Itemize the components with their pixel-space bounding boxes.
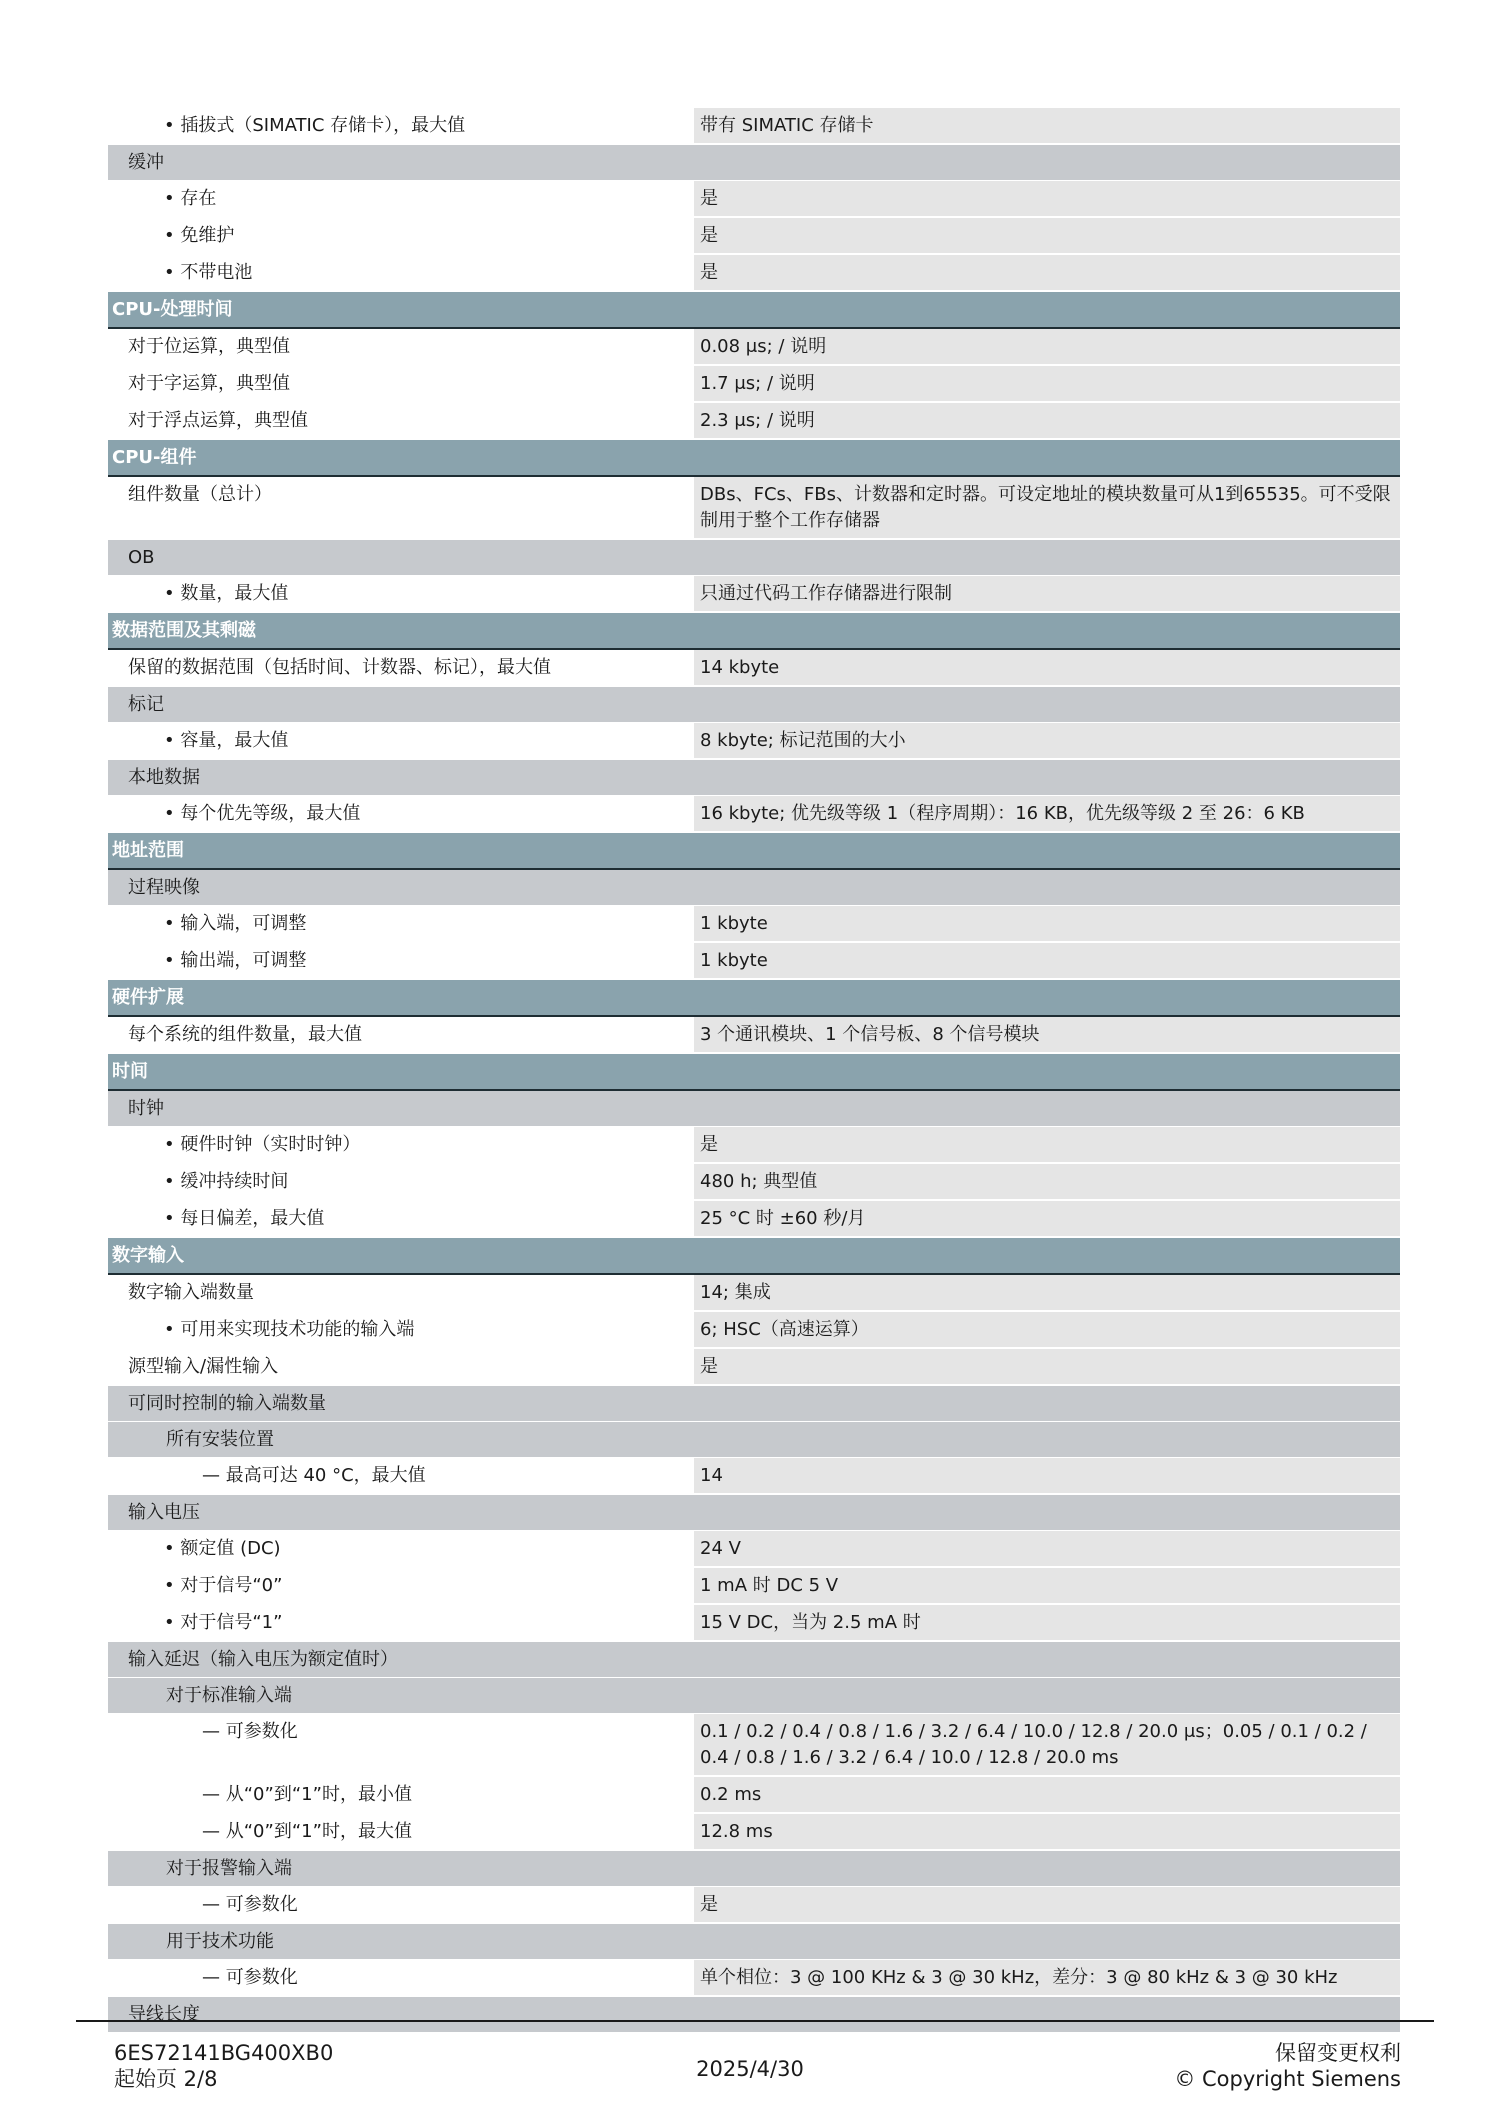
section-title: 数字输入 <box>112 1245 184 1266</box>
spec-row <box>108 796 1400 833</box>
spec-row <box>108 218 1400 255</box>
spec-label: • 不带电池 <box>164 262 252 283</box>
spec-label: • 可用来实现技术功能的输入端 <box>164 1319 414 1340</box>
spec-label: 所有安装位置 <box>166 1429 274 1450</box>
subsection-row <box>108 1642 1400 1678</box>
spec-label: 对于字运算，典型值 <box>128 373 290 394</box>
spec-label: 用于技术功能 <box>166 1931 274 1952</box>
spec-label: 过程映像 <box>128 877 200 898</box>
spec-value: 14; 集成 <box>692 1275 1400 1310</box>
spec-label: 对于位运算，典型值 <box>128 336 290 357</box>
spec-value: 3 个通讯模块、1 个信号板、8 个信号模块 <box>692 1017 1400 1052</box>
spec-label: • 缓冲持续时间 <box>164 1171 288 1192</box>
spec-value: 24 V <box>692 1531 1400 1566</box>
spec-row <box>108 329 1400 366</box>
spec-label: — 可参数化 <box>202 1894 298 1915</box>
spec-value: 480 h; 典型值 <box>692 1164 1400 1199</box>
spec-row <box>108 255 1400 292</box>
spec-row <box>108 1164 1400 1201</box>
spec-value: 带有 SIMATIC 存储卡 <box>692 108 1400 143</box>
page-indicator: 起始页 2/8 <box>114 2067 218 2091</box>
subsection-row <box>108 540 1400 576</box>
section-header <box>108 980 1400 1017</box>
spec-label: • 对于信号“0” <box>164 1575 282 1596</box>
spec-row <box>108 1814 1400 1851</box>
spec-row <box>108 1777 1400 1814</box>
spec-label: 输入延迟（输入电压为额定值时） <box>128 1649 398 1670</box>
spec-row <box>108 1714 1400 1777</box>
spec-value: 8 kbyte; 标记范围的大小 <box>692 723 1400 758</box>
spec-label: • 输入端，可调整 <box>164 913 306 934</box>
section-header <box>108 1054 1400 1091</box>
spec-label: 缓冲 <box>128 152 164 173</box>
subsection-row <box>108 1495 1400 1531</box>
spec-label: • 每个优先等级，最大值 <box>164 803 360 824</box>
spec-label: 保留的数据范围（包括时间、计数器、标记），最大值 <box>128 657 551 678</box>
spec-row <box>108 1605 1400 1642</box>
spec-label: 对于标准输入端 <box>166 1685 292 1706</box>
spec-label: • 容量，最大值 <box>164 730 288 751</box>
spec-label: 时钟 <box>128 1098 164 1119</box>
spec-row <box>108 576 1400 613</box>
spec-label: — 从“0”到“1”时，最小值 <box>202 1784 412 1805</box>
spec-row <box>108 1201 1400 1238</box>
footer-date: 2025/4/30 <box>696 2057 804 2081</box>
spec-label: 对于报警输入端 <box>166 1858 292 1879</box>
spec-value: 是 <box>692 1349 1400 1384</box>
spec-value: 0.08 μs; / 说明 <box>692 329 1400 364</box>
copyright-notice: © Copyright Siemens <box>1174 2067 1401 2091</box>
spec-value: 单个相位：3 @ 100 KHz & 3 @ 30 kHz，差分：3 @ 80 kHz & 3 @ 30 kHz <box>692 1960 1400 1995</box>
spec-label: 每个系统的组件数量，最大值 <box>128 1024 362 1045</box>
spec-value: 6; HSC（高速运算） <box>692 1312 1400 1347</box>
spec-row <box>108 723 1400 760</box>
spec-label: 输入电压 <box>128 1502 200 1523</box>
subsection-row <box>108 760 1400 796</box>
spec-label: 数字输入端数量 <box>128 1282 254 1303</box>
spec-row <box>108 1349 1400 1386</box>
subsection-row <box>108 1422 1400 1458</box>
subsection-row <box>108 687 1400 723</box>
product-number: 6ES72141BG400XB0 <box>114 2041 334 2065</box>
subsection-row <box>108 1678 1400 1714</box>
footer-divider <box>76 2020 1434 2022</box>
spec-value: 14 kbyte <box>692 650 1400 685</box>
spec-row <box>108 403 1400 440</box>
spec-label: 对于浮点运算，典型值 <box>128 410 308 431</box>
footer-right <box>1174 2040 1401 2092</box>
spec-row <box>108 181 1400 218</box>
subsection-row <box>108 1924 1400 1960</box>
spec-row <box>108 1531 1400 1568</box>
spec-value: 是 <box>692 1887 1400 1922</box>
spec-value: 12.8 ms <box>692 1814 1400 1849</box>
spec-row <box>108 1887 1400 1924</box>
spec-value: 25 °C 时 ±60 秒/月 <box>692 1201 1400 1236</box>
spec-label: • 额定值 (DC) <box>164 1538 281 1559</box>
spec-value: 14 <box>692 1458 1400 1493</box>
section-header <box>108 440 1400 477</box>
spec-row <box>108 477 1400 540</box>
spec-label: • 插拔式（SIMATIC 存储卡），最大值 <box>164 115 465 136</box>
section-title: CPU-处理时间 <box>112 299 233 320</box>
spec-label: 本地数据 <box>128 767 200 788</box>
section-header <box>108 292 1400 329</box>
footer-left <box>114 2040 333 2092</box>
spec-label: • 数量，最大值 <box>164 583 288 604</box>
spec-label: 源型输入/漏性输入 <box>128 1356 279 1377</box>
spec-value: 是 <box>692 181 1400 216</box>
spec-row <box>108 1568 1400 1605</box>
spec-row <box>108 1312 1400 1349</box>
spec-value: 1.7 μs; / 说明 <box>692 366 1400 401</box>
section-title: 硬件扩展 <box>112 987 184 1008</box>
spec-value: 是 <box>692 1127 1400 1162</box>
spec-value: 0.1 / 0.2 / 0.4 / 0.8 / 1.6 / 3.2 / 6.4 / 10.0 / 12.8 / 20.0 μs；0.05 / 0.1 / 0.2 / 0.4 / 0.8 / 1.6 / 3.2 / 6.4 / 10.0 / 12.8 / 20.0 ms <box>692 1714 1400 1775</box>
spec-value: 1 kbyte <box>692 906 1400 941</box>
rights-notice: 保留变更权利 <box>1275 2041 1401 2065</box>
spec-label: • 免维护 <box>164 225 234 246</box>
spec-label: 标记 <box>128 694 164 715</box>
spec-row <box>108 1458 1400 1495</box>
spec-label: 组件数量（总计） <box>128 484 272 505</box>
section-title: 时间 <box>112 1061 148 1082</box>
section-header <box>108 1238 1400 1275</box>
spec-value: 只通过代码工作存储器进行限制 <box>692 576 1400 611</box>
section-title: 地址范围 <box>112 840 184 861</box>
spec-value: 1 kbyte <box>692 943 1400 978</box>
section-header <box>108 833 1400 870</box>
spec-row <box>108 943 1400 980</box>
spec-value: 16 kbyte; 优先级等级 1（程序周期）：16 KB，优先级等级 2 至 26：6 KB <box>692 796 1400 831</box>
spec-value: 是 <box>692 255 1400 290</box>
spec-label: • 硬件时钟（实时时钟） <box>164 1134 360 1155</box>
spec-label: OB <box>128 547 155 568</box>
subsection-row <box>108 1091 1400 1127</box>
subsection-row <box>108 1997 1400 2033</box>
spec-row <box>108 650 1400 687</box>
spec-label: 导线长度 <box>128 2004 200 2025</box>
spec-value: 1 mA 时 DC 5 V <box>692 1568 1400 1603</box>
spec-row <box>108 1960 1400 1997</box>
spec-value: 15 V DC，当为 2.5 mA 时 <box>692 1605 1400 1640</box>
subsection-row <box>108 870 1400 906</box>
spec-value: 2.3 μs; / 说明 <box>692 403 1400 438</box>
spec-row <box>108 1127 1400 1164</box>
spec-table <box>108 108 1400 2033</box>
subsection-row <box>108 145 1400 181</box>
spec-value: 0.2 ms <box>692 1777 1400 1812</box>
spec-label: — 从“0”到“1”时，最大值 <box>202 1821 412 1842</box>
section-header <box>108 613 1400 650</box>
spec-row <box>108 906 1400 943</box>
spec-row <box>108 1017 1400 1054</box>
spec-row <box>108 1275 1400 1312</box>
spec-label: • 存在 <box>164 188 216 209</box>
section-title: 数据范围及其剩磁 <box>112 620 256 641</box>
spec-label: • 对于信号“1” <box>164 1612 282 1633</box>
subsection-row <box>108 1851 1400 1887</box>
spec-label: 可同时控制的输入端数量 <box>128 1393 326 1414</box>
spec-value: 是 <box>692 218 1400 253</box>
spec-label: • 每日偏差，最大值 <box>164 1208 324 1229</box>
spec-label: • 输出端，可调整 <box>164 950 306 971</box>
spec-value: DBs、FCs、FBs、计数器和定时器。可设定地址的模块数量可从1到65535。可不受限制用于整个工作存储器 <box>692 477 1400 538</box>
subsection-row <box>108 1386 1400 1422</box>
spec-label: — 可参数化 <box>202 1721 298 1742</box>
spec-label: — 最高可达 40 °C，最大值 <box>202 1465 426 1486</box>
spec-label: — 可参数化 <box>202 1967 298 1988</box>
spec-row <box>108 108 1400 145</box>
section-title: CPU-组件 <box>112 447 197 468</box>
spec-row <box>108 366 1400 403</box>
